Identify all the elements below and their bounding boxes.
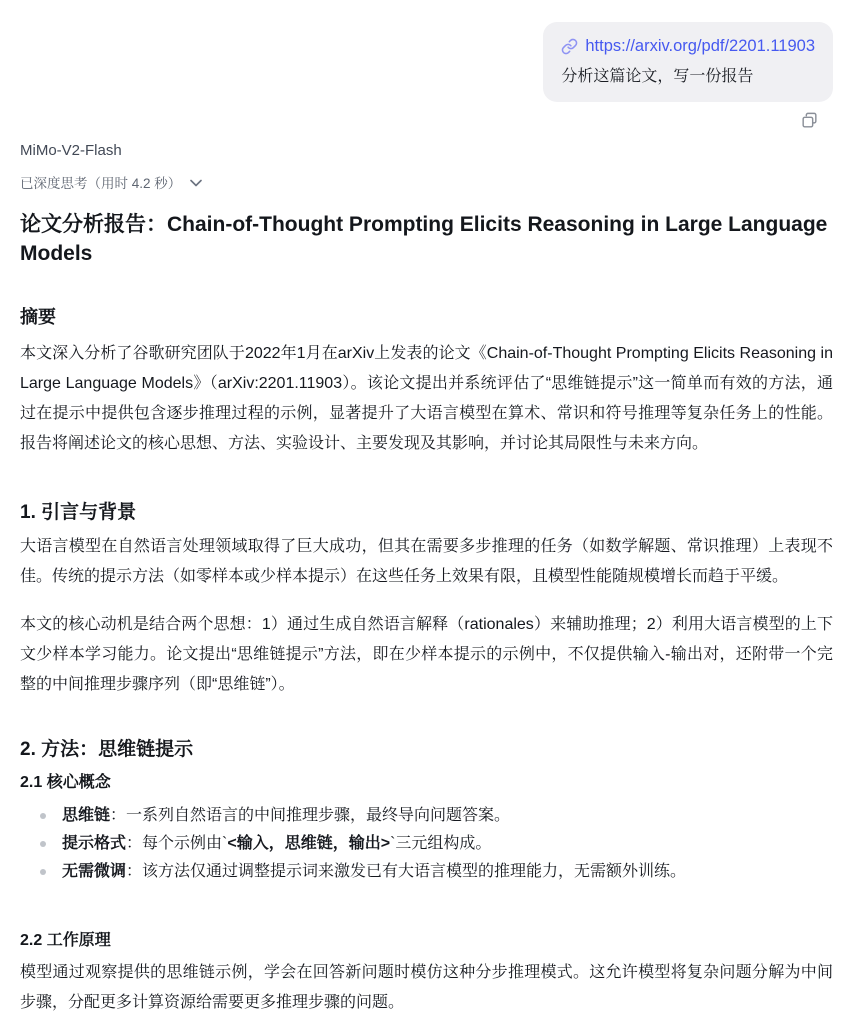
model-name-label: MiMo-V2-Flash (20, 142, 122, 159)
bullet-text: ：一系列自然语言的中间推理步骤，最终导向问题答案。 (110, 807, 511, 824)
arxiv-pdf-link[interactable]: https://arxiv.org/pdf/2201.11903 (585, 37, 815, 55)
abstract-heading: 摘要 (20, 307, 56, 327)
thinking-status-text: 已深度思考（用时 4.2 秒） (20, 176, 182, 191)
message-actions-row (20, 111, 833, 130)
bullet-label: 思维链 (62, 807, 111, 824)
core-concepts-list (20, 802, 833, 885)
user-message-bubble (543, 22, 833, 102)
section-2-1-heading: 2.1 核心概念 (20, 774, 111, 791)
bullet-text: ：该方法仅通过调整提示词来激发已有大语言模型的推理能力，无需额外训练。 (126, 863, 687, 880)
section-1-heading: 1. 引言与背景 (20, 502, 137, 523)
bullet-label: 提示格式 (62, 835, 127, 852)
user-message-link-line (561, 34, 815, 59)
list-item (20, 802, 833, 829)
bullet-text-pre: ：每个示例由` (126, 835, 228, 852)
list-item (20, 858, 833, 885)
chevron-down-icon (190, 179, 202, 187)
thinking-status-toggle[interactable] (20, 172, 202, 192)
bullet-label: 无需微调 (62, 863, 127, 880)
abstract-paragraph: 本文深入分析了谷歌研究团队于2022年1月在arXiv上发表的论文《Chain-of-Thought Prompting Elicits Reasoning in Large Language Models》（arXiv:2201.11903）。该论文提出并系统评估了“思维链提示”这一简单而有效的方法，通过在提示中提供包含逐步推理过程的示例，显著提升了大语言模型在算术、常识和符号推理等复杂任务上的性能。报告将阐述论文的核心思想、方法、实验设计、主要发现及其影响，并讨论其局限性与未来方向。 (20, 345, 833, 452)
copy-button[interactable] (800, 111, 819, 130)
report-title: 论文分析报告：Chain-of-Thought Prompting Elicits Reasoning in Large Language Models (20, 213, 828, 265)
user-message-row (20, 22, 833, 102)
section-1-paragraph-1: 大语言模型在自然语言处理领域取得了巨大成功，但其在需要多步推理的任务（如数学解题、常识推理）上表现不佳。传统的提示方法（如零样本或少样本提示）在这些任务上效果有限，且模型性能随规模增长而趋于平缓。 (20, 538, 833, 585)
bullet-code: <输入，思维链，输出> (227, 835, 391, 852)
section-2-2-paragraph: 模型通过观察提供的思维链示例，学会在回答新问题时模仿这种分步推理模式。这允许模型将复杂问题分解为中间步骤，分配更多计算资源给需要更多推理步骤的问题。 (20, 964, 833, 1011)
bullet-text-post: `三元组构成。 (390, 835, 492, 852)
user-prompt-text: 分析这篇论文，写一份报告 (561, 68, 754, 85)
section-2-heading: 2. 方法：思维链提示 (20, 739, 194, 760)
list-item (20, 830, 833, 857)
section-1-paragraph-2: 本文的核心动机是结合两个思想：1）通过生成自然语言解释（rationales）来辅助推理；2）利用大语言模型的上下文少样本学习能力。论文提出“思维链提示”方法，即在少样本提示的示例中，不仅提供输入-输出对，还附带一个完整的中间推理步骤序列（即“思维链”）。 (20, 616, 833, 693)
copy-icon (800, 118, 819, 133)
link-icon (561, 38, 578, 55)
section-2-2-heading: 2.2 工作原理 (20, 932, 111, 949)
